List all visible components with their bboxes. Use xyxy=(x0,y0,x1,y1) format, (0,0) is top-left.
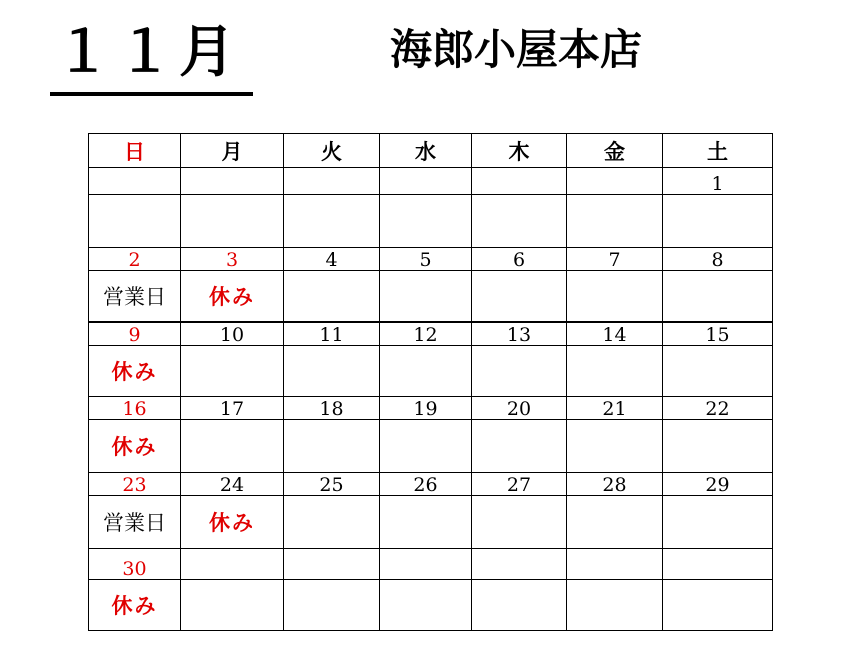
weekday-wednesday: 水 xyxy=(380,134,472,168)
day-note-cell: 休み xyxy=(181,496,284,549)
date-cell xyxy=(181,549,284,580)
date-cell xyxy=(567,549,663,580)
date-cell xyxy=(380,549,472,580)
week-date-row xyxy=(89,549,773,580)
day-note-cell xyxy=(663,580,773,631)
day-note-cell: 休み xyxy=(181,271,284,323)
day-note-cell xyxy=(380,195,472,248)
date-cell: 14 xyxy=(567,322,663,346)
date-cell: 4 xyxy=(284,248,380,271)
weekday-saturday: 土 xyxy=(663,134,773,168)
date-cell: 6 xyxy=(472,248,567,271)
date-cell xyxy=(472,549,567,580)
day-note-cell xyxy=(567,420,663,473)
day-note-cell xyxy=(472,420,567,473)
week-date-row xyxy=(89,322,773,346)
date-cell: 24 xyxy=(181,473,284,496)
date-cell: 11 xyxy=(284,322,380,346)
week-note-row xyxy=(89,496,773,549)
day-note-cell xyxy=(567,195,663,248)
day-note-cell xyxy=(663,271,773,323)
day-note-cell xyxy=(380,271,472,323)
week-note-row xyxy=(89,420,773,473)
day-note-cell xyxy=(663,346,773,397)
day-note-cell xyxy=(181,195,284,248)
date-cell: 20 xyxy=(472,397,567,420)
month-title-underline xyxy=(50,92,253,96)
date-cell: 7 xyxy=(567,248,663,271)
date-cell xyxy=(89,168,181,195)
date-cell: 19 xyxy=(380,397,472,420)
day-note-cell xyxy=(472,195,567,248)
day-note-cell xyxy=(472,271,567,323)
weekday-sunday: 日 xyxy=(89,134,181,168)
date-cell: 21 xyxy=(567,397,663,420)
date-cell: 2 xyxy=(89,248,181,271)
day-note-cell xyxy=(472,580,567,631)
day-note-cell: 休み xyxy=(89,420,181,473)
date-cell: 13 xyxy=(472,322,567,346)
week-note-row xyxy=(89,346,773,397)
date-cell xyxy=(567,168,663,195)
week-note-row xyxy=(89,271,773,323)
date-cell: 5 xyxy=(380,248,472,271)
day-note-cell xyxy=(284,496,380,549)
week-date-row xyxy=(89,168,773,195)
day-note-cell xyxy=(567,496,663,549)
date-cell: 15 xyxy=(663,322,773,346)
day-note-cell xyxy=(181,420,284,473)
date-cell xyxy=(284,549,380,580)
day-note-cell xyxy=(663,195,773,248)
store-name: 海郎小屋本店 xyxy=(390,25,643,74)
date-cell: 10 xyxy=(181,322,284,346)
month-title: １１月 xyxy=(55,20,241,85)
week-note-row xyxy=(89,195,773,248)
date-cell: 9 xyxy=(89,322,181,346)
day-note-cell xyxy=(284,580,380,631)
day-note-cell: 営業日 xyxy=(89,496,181,549)
date-cell: 30 xyxy=(89,549,181,580)
day-note-cell xyxy=(380,420,472,473)
date-cell xyxy=(663,549,773,580)
date-cell: 18 xyxy=(284,397,380,420)
weekday-monday: 月 xyxy=(181,134,284,168)
weekday-friday: 金 xyxy=(567,134,663,168)
date-cell xyxy=(181,168,284,195)
day-note-cell xyxy=(284,346,380,397)
date-cell xyxy=(284,168,380,195)
date-cell: 29 xyxy=(663,473,773,496)
date-cell: 26 xyxy=(380,473,472,496)
day-note-cell xyxy=(663,496,773,549)
day-note-cell: 営業日 xyxy=(89,271,181,323)
day-note-cell xyxy=(567,580,663,631)
date-cell: 3 xyxy=(181,248,284,271)
calendar-table xyxy=(88,133,773,631)
date-cell: 28 xyxy=(567,473,663,496)
week-date-row xyxy=(89,473,773,496)
day-note-cell xyxy=(284,420,380,473)
weekday-thursday: 木 xyxy=(472,134,567,168)
date-cell: 8 xyxy=(663,248,773,271)
day-note-cell xyxy=(181,346,284,397)
day-note-cell xyxy=(472,346,567,397)
day-note-cell: 休み xyxy=(89,580,181,631)
day-note-cell xyxy=(567,271,663,323)
day-note-cell xyxy=(284,271,380,323)
date-cell xyxy=(472,168,567,195)
week-note-row xyxy=(89,580,773,631)
date-cell xyxy=(380,168,472,195)
week-date-row xyxy=(89,248,773,271)
week-date-row xyxy=(89,397,773,420)
day-note-cell xyxy=(567,346,663,397)
day-note-cell xyxy=(89,195,181,248)
date-cell: 27 xyxy=(472,473,567,496)
date-cell: 22 xyxy=(663,397,773,420)
day-note-cell xyxy=(380,580,472,631)
date-cell: 25 xyxy=(284,473,380,496)
day-note-cell xyxy=(284,195,380,248)
date-cell: 17 xyxy=(181,397,284,420)
date-cell: 12 xyxy=(380,322,472,346)
day-note-cell xyxy=(380,496,472,549)
weekday-header-row xyxy=(89,134,773,168)
day-note-cell xyxy=(472,496,567,549)
day-note-cell xyxy=(380,346,472,397)
day-note-cell: 休み xyxy=(89,346,181,397)
date-cell: 23 xyxy=(89,473,181,496)
date-cell: 16 xyxy=(89,397,181,420)
weekday-tuesday: 火 xyxy=(284,134,380,168)
date-cell: 1 xyxy=(663,168,773,195)
day-note-cell xyxy=(181,580,284,631)
day-note-cell xyxy=(663,420,773,473)
